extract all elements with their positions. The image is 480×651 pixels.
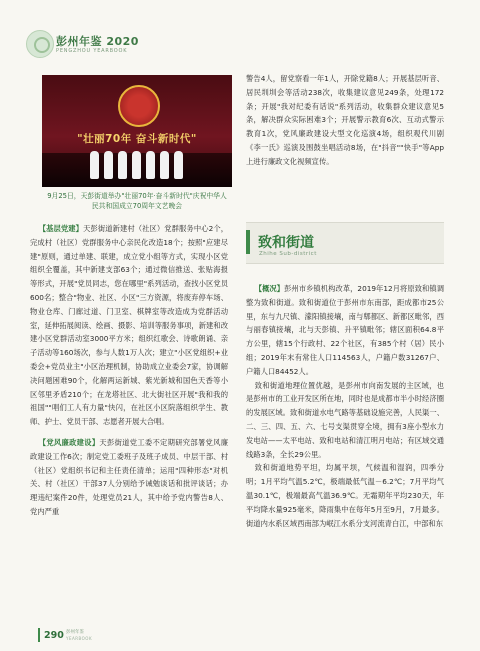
- photo-banner-text: "壮丽70年 奋斗新时代": [77, 133, 197, 145]
- performer-figure: [118, 151, 127, 179]
- footer-label-en: YEARBOOK: [66, 636, 93, 641]
- left-column: [30, 222, 228, 519]
- performer-figure: [160, 151, 169, 179]
- section-subtitle: Zhihe Sub-district: [259, 251, 317, 257]
- right-column-body: [246, 282, 444, 530]
- paragraph-text: 天彭街道新建村（社区）党群服务中心2个，完成村（社区）党群服务中心亲民化改造18个；按照"应建尽建"原则，通过单建、联建，成立党小组等方式，实现小区党组织全覆盖，其中新建支部63个；通过微信推送、张贴海报等形式，开展"党员同志，您在哪里"系列活动，查找小区党员600名；整合"物业、社区、小区"三方资源，将废弃停车场、物业仓库、门廊过道、门卫室、棋牌室等改造成为党群活动室，延伸拓展阅读、绘画、摄影、培训等服务事项，新建和改建小区党群活动室3000平方米；组织红歌会、诗歌朗诵、亲子活动等160场次，参与人数1万人次；建立"小区党组织+业委会+党员业主"小区治理机制，协助成立业委会7家，协调解决问题困难90个，化解两运新城、紫光新城和国色天香等小区邻里矛盾210个；在龙塔社区、北大街社区开展"我和我的祖国""唱们工人有力量"快闪，在社区小区院落组织学生、教师、护士、党员干部、志愿者开展大合唱。: [30, 224, 228, 427]
- performer-figure: [104, 151, 113, 179]
- overview-paragraph: [246, 282, 444, 379]
- performer-figure: [174, 151, 183, 179]
- event-photo: [42, 75, 232, 187]
- section-title: 致和街道: [258, 235, 314, 251]
- paragraph-continuation: 警告4人，留党察看一年1人，开除党籍8人；开展基层听音、居民圳圳会等活动238次，收集建议意见249条，处理172条；开展"我对纪委有话说"系列活动，收集群众建议意见5条，解决群众实际困难3个；开展警示教育6次、互动式警示教育1次，党风廉政建设大型文化巡演4场，组织观代川剧《李一氏》巡演及围鼓坐唱活动8场，在"抖音""快手"等App上进行廉政文化视频宣传。: [246, 74, 444, 166]
- location-paragraph: 致和街道地理位置优越，是彭州市向南发展的主区域，也是彭州市的工业开发区所在地，同时也是成都市半小时经济圈的发展区域。致和街道水电气路等基础设施完善，人民渠一、二、三、四、五、六、七号支渠贯穿全境，拥有3座小型水力发电站——太平电站、致和电站和清江明月电站；有区域交通线路3条，全长29公里。: [246, 380, 444, 459]
- performer-figure: [90, 151, 99, 179]
- caption-line: 民共和国成立70周年文艺晚会: [91, 202, 183, 210]
- yearbook-title: 彭州年鉴 2020: [56, 35, 139, 48]
- photo-caption: [34, 191, 240, 211]
- paragraph-text: 天彭街道党工委不定期研究部署党风廉政建设工作6次；制定党工委班子及班子成员、中层干部、村（社区）党组织书记和主任责任清单；运用"四种形态"对机关、村（社区）干部37人分别给予诫勉谈话和批评谈话；办理违纪案件20件，处理党员21人，其中给予党内警告8人、党内严重: [30, 437, 229, 516]
- performer-figure: [132, 151, 141, 179]
- climate-paragraph: 致和街道地势平坦，均属平坝，气候温和湿润，四季分明；1月平均气温5.2℃，极端最低气温－6.2℃；7月平均气温30.1℃，极端最高气温36.9℃。无霜期年平均230天，年平均降水量925毫米，降雨集中在每年5月至9月，7月最多。街道内水系区域西南部为岷江水系分支河流青白江，中部和东: [246, 463, 444, 528]
- page-number: 290: [44, 630, 64, 641]
- paragraph-text: 彭州市乡镇机构改革，2019年12月将原致和镇调整为致和街道。致和街道位于彭州市东南部，距成都市25公里，东与九尺镇、濛阳镇接壤，南与郫都区、新都区毗邻，西与丽春镇接壤，北与天彭镇、升平镇毗邻；辖区面积64.8平方公里，辖15个行政村、22个社区，有385个村（居）民小组；2019年末有常住人口114563人，户籍户数31267户、户籍人口84452人。: [246, 284, 445, 376]
- paragraph-tag: 【基层党建】: [38, 224, 84, 233]
- yearbook-subtitle: PENGZHOU YEARBOOK: [56, 48, 128, 54]
- party-building-paragraph: [30, 222, 228, 429]
- page-header: [0, 0, 480, 70]
- page-footer: [0, 618, 480, 651]
- right-column-top: [246, 72, 444, 169]
- footer-bar: [38, 628, 40, 642]
- party-emblem-icon: [118, 85, 160, 127]
- integrity-paragraph: [30, 436, 228, 519]
- footer-label: 彭州年鉴: [66, 630, 84, 635]
- paragraph-tag: 【党风廉政建设】: [38, 437, 100, 447]
- yearbook-logo-icon: [26, 30, 54, 58]
- paragraph-tag: 【概况】: [254, 284, 285, 293]
- section-marker: [246, 230, 250, 254]
- caption-line: 9月25日，天彭街道举办"壮丽70年·奋斗新时代"庆祝中华人: [47, 192, 227, 200]
- performer-figure: [146, 151, 155, 179]
